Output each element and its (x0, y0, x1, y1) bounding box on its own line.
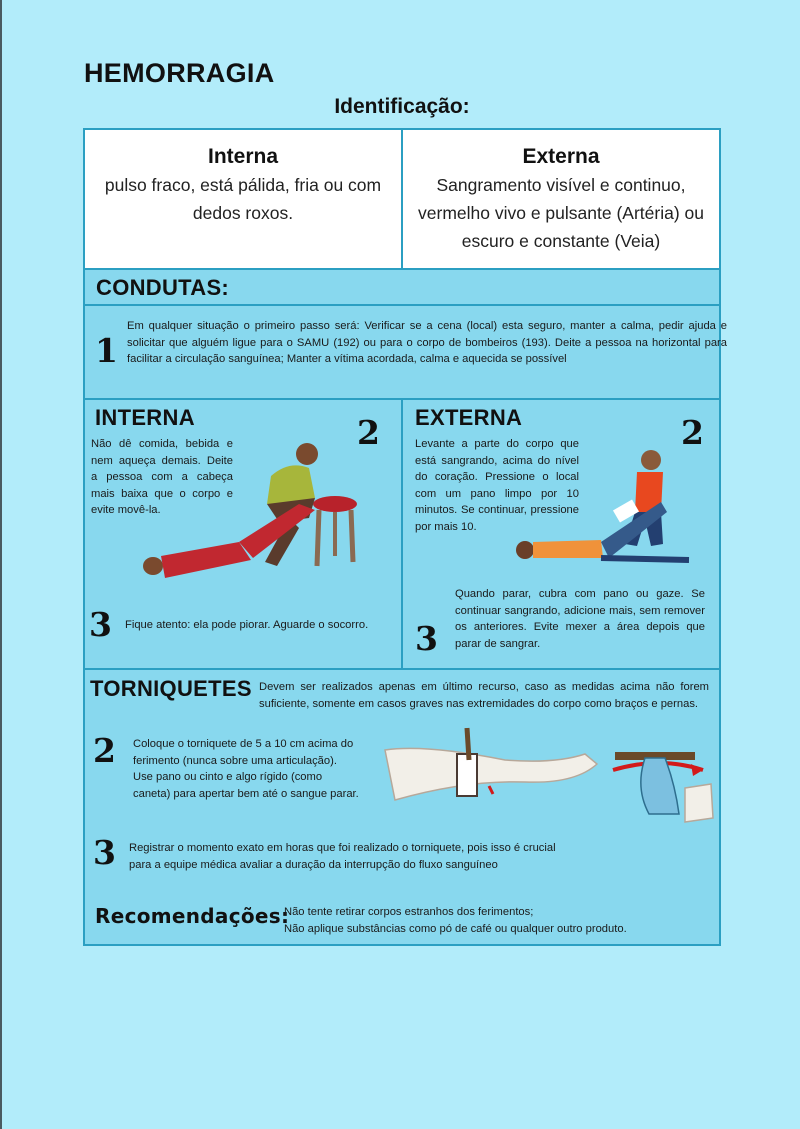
externa-step2-number: 2 (681, 413, 704, 452)
interna-step3-number: 3 (89, 605, 112, 644)
interna-description: pulso fraco, está pálida, fria ou com dedos roxos. (104, 175, 382, 223)
externa-identificacao-cell (401, 128, 721, 270)
torniquetes-step2-text (133, 736, 393, 802)
recomendacao-item: Não tente retirar corpos estranhos dos ferimentos; (284, 906, 534, 918)
condutas-heading: CONDUTAS: (96, 275, 230, 300)
interna-panel-heading: INTERNA (95, 405, 195, 430)
externa-panel (401, 398, 721, 670)
recomendacoes-list (284, 904, 704, 937)
interna-step2-number: 2 (357, 413, 380, 452)
page-edge (0, 0, 2, 1129)
step2-line: Coloque o torniquete de 5 a 10 cm acima do (133, 738, 354, 750)
condutas-step1-panel (83, 304, 727, 400)
torniquetes-step3-text: Registrar o momento exato em horas que foi realizado o torniquete, pois isso é crucial para a equipe médica avaliar a duração da interrupção do fluxo sanguíneo (129, 842, 556, 871)
step1-number: 1 (95, 331, 118, 370)
recomendacao-item: Não aplique substâncias como pó de café ou qualquer outro produto. (284, 922, 627, 935)
torniquetes-intro: Devem ser realizados apenas em último recurso, caso as medidas acima não forem suficiente, somente em casos graves nas extremidades do corpo como braços e pernas. (259, 681, 709, 710)
interna-step2-text: Não dê comida, bebida e nem aqueça demais. Deite a pessoa com a cabeça mais baixa que o corpo e evite movê-la. (91, 438, 233, 516)
torniquetes-heading: TORNIQUETES (90, 676, 252, 701)
torniquetes-step2-number: 2 (93, 731, 116, 770)
page-title: HEMORRAGIA (84, 58, 275, 88)
leg-elevation-illustration (511, 450, 711, 580)
interna-step3-text: Fique atento: ela pode piorar. Aguarde o socorro. (125, 619, 369, 631)
step2-line: ferimento (nunca sobre uma articulação). (133, 754, 337, 767)
torniquetes-step3-number: 3 (93, 833, 116, 872)
interna-heading: Interna (207, 145, 278, 168)
step1-text: Em qualquer situação o primeiro passo será: Verificar se a cena (local) esta seguro, manter a calma, pedir ajuda e solicitar que alguém ligue para o SAMU (192) ou para o corpo de bombeiros (193). Deite a pessoa na horizontal para facilitar a circulação sanguínea; Manter a vítima acordada, calma e aquecida se possível (127, 320, 727, 365)
interna-panel (83, 398, 403, 670)
recomendacoes-heading: Recomendações: (95, 904, 290, 928)
condutas-header (83, 268, 721, 306)
tourniquet-arm-illustration (385, 720, 605, 810)
externa-step2-text: Levante a parte do corpo que está sangrando, acima do nível do coração. Pressione o local com um pano limpo por 10 minutos. Se continuar, pressione por mais 10. (415, 438, 579, 533)
torniquetes-panel (83, 668, 721, 946)
tourniquet-twist-illustration (605, 718, 715, 828)
externa-panel-heading: EXTERNA (415, 405, 523, 430)
externa-description: Sangramento visível e continuo, vermelho vivo e pulsante (Artéria) ou escuro e constante (Veia) (418, 175, 704, 251)
externa-heading: Externa (522, 145, 600, 168)
externa-step3-number: 3 (415, 619, 438, 658)
step2-line: caneta) para apertar bem até o sangue parar. (133, 787, 359, 800)
step2-line: Use pano ou cinto e algo rígido (como (133, 771, 323, 783)
externa-step3-text: Quando parar, cubra com pano ou gaze. Se continuar sangrando, adicione mais, sem remover os anteriores. Evite mexer a área depois que parar de sangrar. (455, 588, 705, 650)
kneeling-helper-illustration (139, 438, 369, 598)
page-subtitle: Identificação: (334, 95, 470, 118)
interna-identificacao-cell (83, 128, 403, 270)
